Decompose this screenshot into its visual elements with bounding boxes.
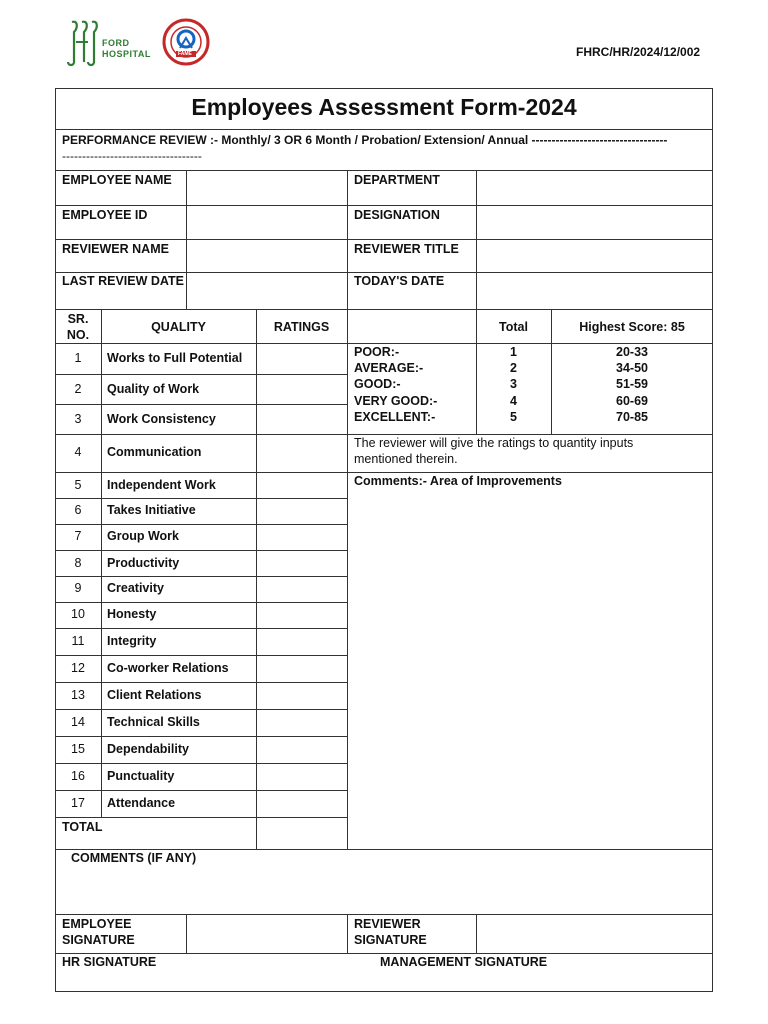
quality-label: Independent Work — [107, 478, 216, 492]
rating-input[interactable] — [257, 473, 347, 498]
reviewer-name-field[interactable] — [187, 240, 347, 272]
quality-label: Technical Skills — [107, 715, 200, 729]
quality-label: Quality of Work — [107, 382, 200, 396]
employee-signature-field[interactable] — [187, 915, 347, 953]
document-code: FHRC/HR/2024/12/002 — [576, 45, 701, 59]
quality-label: Works to Full Potential — [107, 351, 243, 365]
comments-improvements-label: Comments:- Area of Improvements — [354, 474, 562, 488]
row-number: 15 — [71, 742, 85, 756]
rating-input[interactable] — [257, 499, 347, 524]
last-review-date-label: LAST REVIEW DATE — [62, 274, 184, 288]
row-number: 14 — [71, 715, 85, 729]
employee-id-field[interactable] — [187, 206, 347, 239]
performance-review-continuation: ----------------------------------- — [62, 149, 202, 163]
rating-input[interactable] — [257, 629, 347, 655]
logo-text-ford: FORD — [102, 38, 130, 48]
designation-label: DESIGNATION — [354, 208, 440, 222]
header-total: Total — [499, 320, 528, 334]
quality-label: Productivity — [107, 556, 180, 570]
hospital-logo — [64, 18, 154, 68]
seal-text: FAME — [178, 51, 192, 57]
department-field[interactable] — [477, 171, 712, 205]
employee-name-label: EMPLOYEE NAME — [62, 173, 172, 187]
scale-poor-range: 20-33 — [616, 345, 648, 359]
reviewer-note-line2: mentioned therein. — [354, 452, 458, 466]
rating-input[interactable] — [257, 683, 347, 709]
performance-review-line: PERFORMANCE REVIEW :- Monthly/ 3 OR 6 Month / Probation/ Extension/ Annual ---------------------------------- — [62, 133, 668, 147]
row-number: 11 — [71, 634, 85, 648]
todays-date-label: TODAY'S DATE — [354, 274, 445, 288]
row-number: 16 — [71, 769, 85, 783]
quality-label: Co-worker Relations — [107, 661, 229, 675]
accreditation-seal — [162, 18, 210, 66]
rating-input[interactable] — [257, 551, 347, 576]
rating-input[interactable] — [257, 405, 347, 434]
row-number: 1 — [74, 351, 82, 365]
rating-input[interactable] — [257, 525, 347, 550]
header-no: NO. — [66, 328, 90, 342]
form-title: Employees Assessment Form-2024 — [191, 94, 577, 120]
rating-input[interactable] — [257, 710, 347, 736]
row-number: 9 — [74, 581, 82, 595]
quality-label: Punctuality — [107, 769, 175, 783]
quality-label: Client Relations — [107, 688, 202, 702]
logo-text-hospital: HOSPITAL — [102, 49, 151, 59]
rating-input[interactable] — [257, 764, 347, 790]
header-highest-score: Highest Score: 85 — [579, 320, 685, 334]
rating-input[interactable] — [257, 344, 347, 374]
last-review-date-field[interactable] — [187, 273, 347, 309]
rating-input[interactable] — [257, 577, 347, 602]
quality-label: Integrity — [107, 634, 157, 648]
row-number: 3 — [74, 412, 82, 426]
scale-average: AVERAGE:- — [354, 361, 424, 375]
accreditation-seal-icon — [162, 18, 210, 66]
header-ratings: RATINGS — [273, 320, 330, 334]
employee-signature-label-2: SIGNATURE — [62, 933, 135, 947]
quality-label: Dependability — [107, 742, 189, 756]
row-number: 5 — [74, 478, 82, 492]
rating-input[interactable] — [257, 737, 347, 763]
hr-signature-label: HR SIGNATURE — [62, 955, 157, 969]
quality-label: Attendance — [107, 796, 176, 810]
designation-field[interactable] — [477, 206, 712, 239]
scale-very-good: VERY GOOD:- — [354, 394, 438, 408]
row-number: 7 — [74, 529, 82, 543]
quality-label: Takes Initiative — [107, 503, 196, 517]
reviewer-signature-label-2: SIGNATURE — [354, 933, 427, 947]
reviewer-title-field[interactable] — [477, 240, 712, 272]
comments-improvements-field[interactable] — [348, 490, 712, 848]
quality-label: Group Work — [107, 529, 179, 543]
scale-poor: POOR:- — [354, 345, 400, 359]
reviewer-signature-label-1: REVIEWER — [354, 917, 421, 931]
employee-id-label: EMPLOYEE ID — [62, 208, 148, 222]
scale-excellent-range: 70-85 — [616, 410, 648, 424]
quality-label: Creativity — [107, 581, 164, 595]
employee-name-field[interactable] — [187, 171, 347, 205]
row-number: 6 — [74, 503, 82, 517]
scale-good-total: 3 — [510, 377, 517, 391]
quality-label: Honesty — [107, 607, 157, 621]
total-rating-field[interactable] — [257, 818, 347, 849]
quality-label: Work Consistency — [107, 412, 216, 426]
row-number: 4 — [74, 445, 82, 459]
row-number: 10 — [71, 607, 85, 621]
scale-very-good-range: 60-69 — [616, 394, 648, 408]
scale-excellent: EXCELLENT:- — [354, 410, 436, 424]
scale-good-range: 51-59 — [616, 377, 648, 391]
reviewer-signature-field[interactable] — [477, 915, 712, 953]
quality-label: Communication — [107, 445, 202, 459]
header-sr: SR. — [67, 312, 89, 326]
employee-signature-label-1: EMPLOYEE — [62, 917, 132, 931]
comments-if-any-label: COMMENTS (IF ANY) — [71, 851, 197, 865]
row-number: 8 — [74, 556, 82, 570]
rating-input[interactable] — [257, 791, 347, 817]
reviewer-note-line1: The reviewer will give the ratings to quantity inputs — [354, 436, 634, 450]
reviewer-name-label: REVIEWER NAME — [62, 242, 169, 256]
row-number: 17 — [71, 796, 85, 810]
header-quality: QUALITY — [151, 320, 206, 334]
department-label: DEPARTMENT — [354, 173, 440, 187]
rating-input[interactable] — [257, 603, 347, 628]
total-label: TOTAL — [62, 820, 103, 834]
scale-excellent-total: 5 — [510, 410, 517, 424]
scale-poor-total: 1 — [510, 345, 517, 359]
rating-input[interactable] — [257, 656, 347, 682]
scale-average-range: 34-50 — [616, 361, 648, 375]
management-signature-label: MANAGEMENT SIGNATURE — [380, 955, 548, 969]
row-number: 13 — [71, 688, 85, 702]
row-number: 2 — [74, 382, 82, 396]
rating-input[interactable] — [257, 435, 347, 472]
scale-good: GOOD:- — [354, 377, 401, 391]
rating-input[interactable] — [257, 375, 347, 404]
todays-date-field[interactable] — [477, 273, 712, 309]
scale-average-total: 2 — [510, 361, 517, 375]
comments-if-any-field[interactable] — [56, 868, 712, 914]
scale-very-good-total: 4 — [510, 394, 517, 408]
row-number: 12 — [71, 661, 85, 675]
reviewer-title-label: REVIEWER TITLE — [354, 242, 459, 256]
